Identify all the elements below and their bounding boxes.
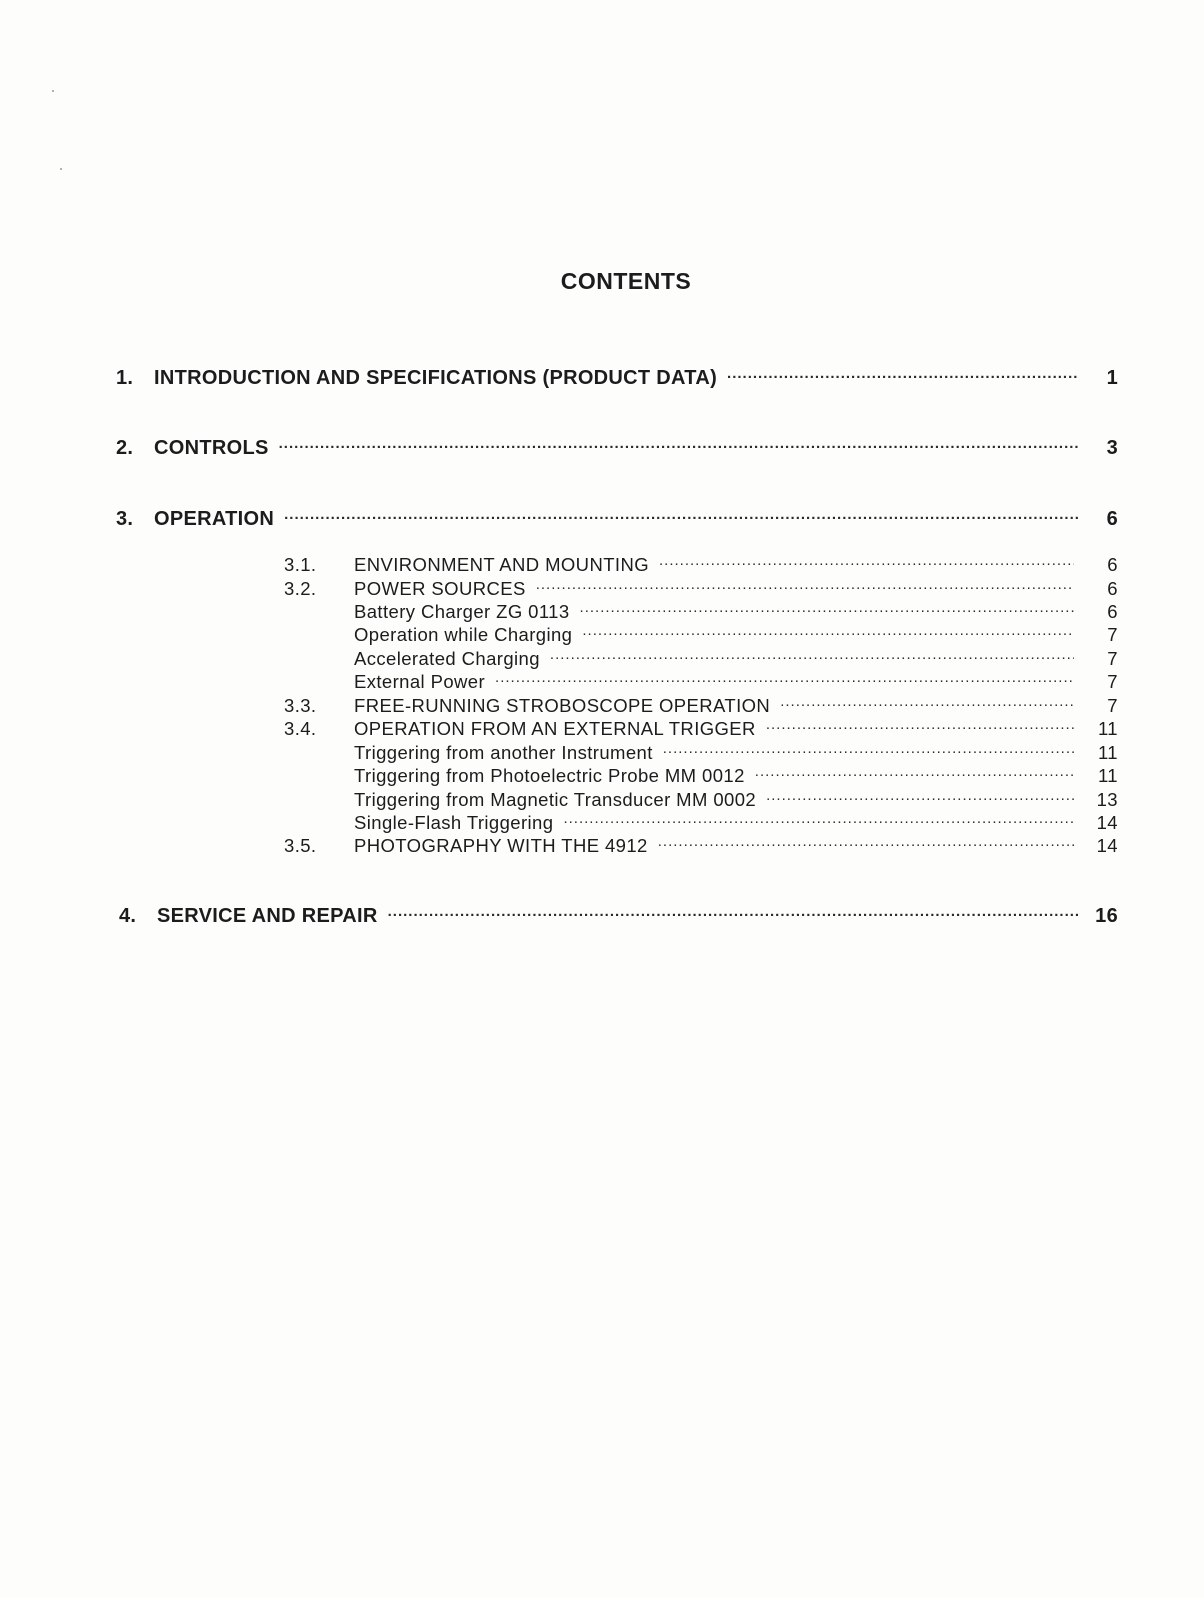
chapter-number: 3. — [116, 508, 134, 530]
section-title: Battery Charger ZG 0113 — [354, 600, 570, 622]
toc-chapter-2[interactable] — [116, 434, 1118, 460]
page-number: 11 — [1097, 741, 1118, 763]
chapter-number: 2. — [116, 437, 134, 459]
page-number: 6 — [1107, 577, 1118, 599]
page-number: 6 — [1107, 600, 1118, 622]
section-title: Triggering from Magnetic Transducer MM 0002 — [354, 788, 757, 810]
page-number: 14 — [1096, 811, 1118, 833]
page-number: 13 — [1096, 788, 1118, 810]
toc-subsection[interactable] — [284, 810, 1118, 834]
page-number: 11 — [1097, 717, 1118, 739]
section-title: FREE-RUNNING STROBOSCOPE OPERATION — [354, 694, 771, 716]
dot-leader — [536, 576, 1074, 595]
dot-leader — [388, 902, 1078, 922]
page-number: 1 — [1106, 367, 1118, 389]
chapter-number: 1. — [116, 367, 134, 389]
section-title: PHOTOGRAPHY WITH THE 4912 — [354, 834, 648, 856]
toc-section-3-3[interactable] — [284, 693, 1118, 717]
toc-chapter-1[interactable] — [116, 364, 1118, 390]
toc-subsection[interactable] — [284, 646, 1118, 670]
dot-leader — [550, 646, 1074, 665]
section-title: POWER SOURCES — [354, 577, 526, 599]
section-title: Operation while Charging — [354, 623, 573, 645]
chapter-number: 4. — [119, 905, 137, 927]
toc-section-3-5[interactable] — [284, 833, 1118, 857]
dot-leader — [766, 716, 1074, 735]
scan-speck — [52, 90, 54, 92]
dot-leader — [727, 364, 1078, 384]
section-number: 3.1. — [284, 553, 317, 575]
page-number: 14 — [1096, 834, 1118, 856]
page-number: 11 — [1097, 764, 1118, 786]
chapter-title: OPERATION — [154, 508, 275, 530]
dot-leader — [580, 599, 1074, 618]
toc-subsection[interactable] — [284, 763, 1118, 787]
dot-leader — [659, 552, 1074, 571]
dot-leader — [755, 763, 1074, 782]
page-title: CONTENTS — [560, 268, 692, 294]
section-number: 3.3. — [284, 694, 317, 716]
page-number: 6 — [1107, 553, 1118, 575]
section-title: Triggering from another Instrument — [354, 741, 653, 763]
page-number: 7 — [1107, 623, 1118, 645]
section-number: 3.4. — [284, 717, 317, 739]
dot-leader — [663, 740, 1074, 759]
chapter-title: CONTROLS — [154, 437, 269, 459]
toc-subsection[interactable] — [284, 669, 1118, 693]
section-title: Accelerated Charging — [354, 647, 540, 669]
dot-leader — [780, 693, 1074, 712]
chapter-title: SERVICE AND REPAIR — [157, 905, 378, 927]
toc-section-3-2[interactable] — [284, 576, 1118, 600]
dot-leader — [284, 505, 1078, 525]
dot-leader — [279, 434, 1078, 454]
section-title: OPERATION FROM AN EXTERNAL TRIGGER — [354, 717, 756, 739]
page-number: 6 — [1106, 508, 1118, 530]
dot-leader — [582, 622, 1074, 641]
section-title: Triggering from Photoelectric Probe MM 0012 — [354, 764, 745, 786]
toc-subsection[interactable] — [284, 599, 1118, 623]
page-number: 16 — [1095, 905, 1118, 927]
page-number: 7 — [1107, 670, 1118, 692]
chapter-title: INTRODUCTION AND SPECIFICATIONS (PRODUCT DATA) — [154, 367, 718, 389]
toc-chapter-4[interactable] — [119, 902, 1118, 928]
toc-chapter-3[interactable] — [116, 505, 1118, 531]
dot-leader — [563, 810, 1074, 829]
page-number: 7 — [1107, 647, 1118, 669]
toc-subsection[interactable] — [284, 787, 1118, 811]
dot-leader — [658, 833, 1074, 852]
section-title: External Power — [354, 670, 486, 692]
section-title: ENVIRONMENT AND MOUNTING — [354, 553, 649, 575]
scan-speck — [60, 168, 62, 170]
toc-section-3-4[interactable] — [284, 716, 1118, 740]
section-title: Single-Flash Triggering — [354, 811, 554, 833]
page-number: 7 — [1107, 694, 1118, 716]
toc-subsection[interactable] — [284, 740, 1118, 764]
dot-leader — [495, 669, 1074, 688]
toc-subsection[interactable] — [284, 622, 1118, 646]
section-number: 3.2. — [284, 577, 317, 599]
dot-leader — [766, 787, 1074, 806]
page-number: 3 — [1106, 437, 1118, 459]
toc-section-3-1[interactable] — [284, 552, 1118, 576]
section-number: 3.5. — [284, 834, 317, 856]
